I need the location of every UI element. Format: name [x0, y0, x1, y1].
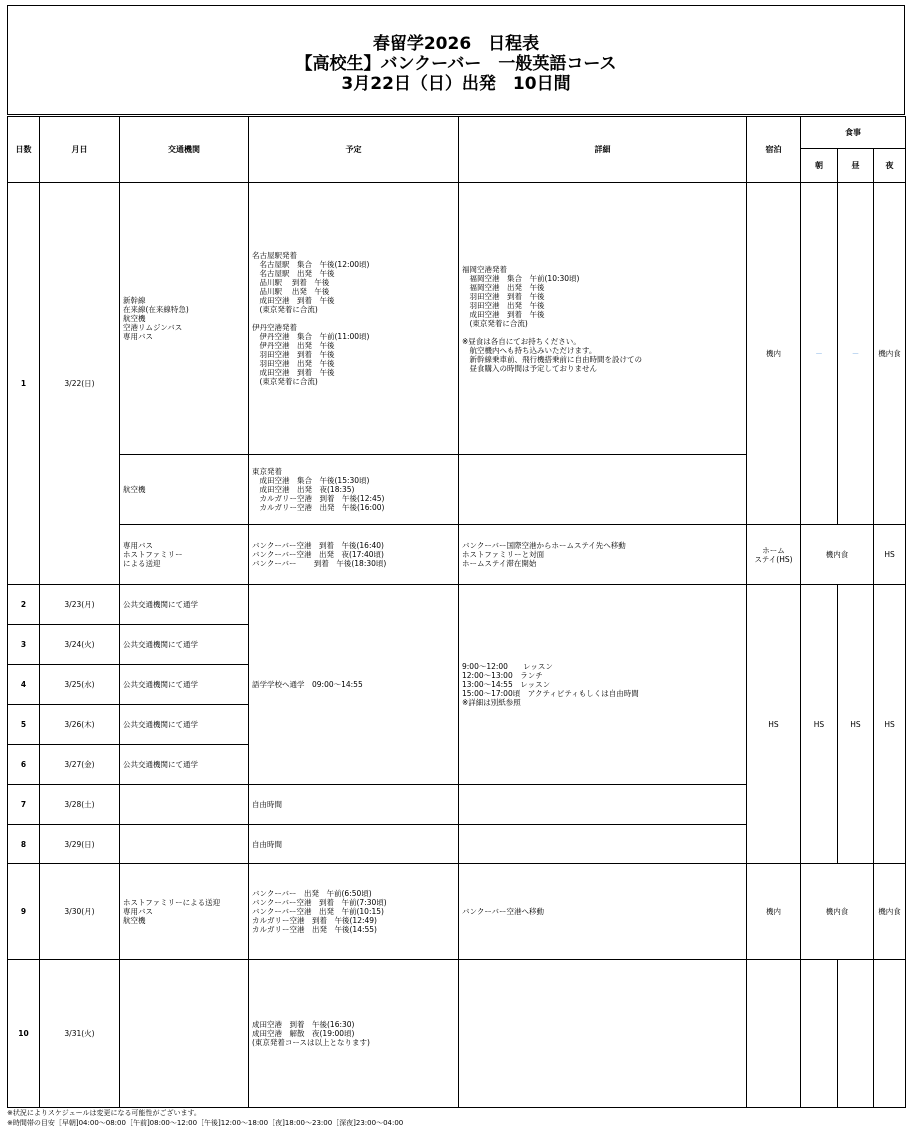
lunch-cell: HS	[838, 585, 874, 864]
details-cell	[459, 455, 747, 525]
transport-cell: 専用バス ホストファミリー による送迎	[120, 525, 249, 585]
transport-cell: 公共交通機関にて通学	[120, 625, 249, 665]
meal-cell: 機内食	[801, 525, 874, 585]
transport-cell	[120, 825, 249, 864]
transport-cell: 新幹線 在来線(在来線特急) 航空機 空港リムジンバス 専用バス	[120, 183, 249, 455]
date-cell: 3/30(月)	[40, 864, 120, 960]
departure-title: 3月22日（日）出発 10日間	[341, 74, 571, 94]
dinner-cell: 機内食	[874, 183, 906, 525]
table-row	[8, 525, 906, 585]
date-cell: 3/26(木)	[40, 705, 120, 745]
breakfast-cell	[801, 960, 838, 1108]
lodging-cell: HS	[747, 585, 801, 864]
header-schedule: 予定	[249, 117, 459, 183]
details-cell: 福岡空港発着 福岡空港 集合 午前(10:30頃) 福岡空港 出発 午後 羽田空港 到着 午後 羽田空港 出発 午後 成田空港 到着 午後 (東京発着に合流) ※昼食は各自にてお持ちください。 航空機内へも持ち込みいただけます。 新幹線乗車前、飛行機搭乗前に自由時間を設けての 昼食購入の時間は予定しておりません	[459, 183, 747, 455]
schedule-cell: バンクーバー空港 到着 午後(16:40) バンクーバー空港 出発 夜(17:40頃) バンクーバー 到着 午後(18:30頃)	[249, 525, 459, 585]
date-cell: 3/23(月)	[40, 585, 120, 625]
transport-cell: 航空機	[120, 455, 249, 525]
day-number: 1	[8, 183, 40, 585]
breakfast-cell: －	[801, 183, 838, 525]
transport-cell: 公共交通機関にて通学	[120, 705, 249, 745]
transport-cell	[120, 785, 249, 825]
transport-cell: 公共交通機関にて通学	[120, 665, 249, 705]
date-cell: 3/24(火)	[40, 625, 120, 665]
header-transport: 交通機関	[120, 117, 249, 183]
footnote-change: ※状況によりスケジュールは変更になる可能性がございます。	[7, 1109, 201, 1117]
date-cell: 3/29(日)	[40, 825, 120, 864]
day-number: 5	[8, 705, 40, 745]
schedule-cell: 自由時間	[249, 785, 459, 825]
day-number: 6	[8, 745, 40, 785]
day-number: 2	[8, 585, 40, 625]
header-meals: 食事	[801, 117, 906, 149]
details-cell: バンクーバー国際空港からホームステイ先へ移動 ホストファミリーと対面 ホームステイ滞在開始	[459, 525, 747, 585]
breakfast-cell: HS	[801, 585, 838, 864]
meal-cell: 機内食	[801, 864, 874, 960]
date-cell: 3/28(土)	[40, 785, 120, 825]
date-cell: 3/31(火)	[40, 960, 120, 1108]
schedule-table	[7, 116, 906, 1108]
transport-cell: ホストファミリーによる送迎 専用バス 航空機	[120, 864, 249, 960]
details-cell: バンクーバー空港へ移動	[459, 864, 747, 960]
table-row	[8, 960, 906, 1108]
dinner-cell: 機内食	[874, 864, 906, 960]
details-cell	[459, 825, 747, 864]
dinner-cell: HS	[874, 525, 906, 585]
schedule-cell: 成田空港 到着 午後(16:30) 成田空港 解散 夜(19:00頃) (東京発着コースは以上となります)	[249, 960, 459, 1108]
dinner-cell	[874, 960, 906, 1108]
date-cell: 3/22(日)	[40, 183, 120, 585]
header-lunch: 昼	[838, 149, 874, 183]
footnote-times: ※時間帯の目安［早朝]04:00～08:00［午前]08:00～12:00［午後]12:00～18:00［夜]18:00～23:00［深夜]23:00～04:00	[7, 1119, 404, 1127]
day-number: 3	[8, 625, 40, 665]
lodging-cell: 機内	[747, 864, 801, 960]
schedule-cell: 東京発着 成田空港 集合 午後(15:30頃) 成田空港 出発 夜(18:35) カルガリー空港 到着 午後(12:45) カルガリー空港 出発 午後(16:00)	[249, 455, 459, 525]
header-day: 日数	[8, 117, 40, 183]
day-number: 4	[8, 665, 40, 705]
table-row	[8, 183, 906, 455]
day-number: 9	[8, 864, 40, 960]
day-number: 10	[8, 960, 40, 1108]
lunch-cell	[838, 960, 874, 1108]
header-breakfast: 朝	[801, 149, 838, 183]
details-cell: 9:00～12:00 レッスン 12:00～13:00 ランチ 13:00～14:55 レッスン 15:00～17:00頃 アクティビティもしくは自由時間 ※詳細は別紙参照	[459, 585, 747, 785]
schedule-cell: バンクーバー 出発 午前(6:50頃) バンクーバー空港 到着 午前(7:30頃) バンクーバー空港 出発 午前(10:15) カルガリー空港 到着 午後(12:49) カルガリー空港 出発 午後(14:55)	[249, 864, 459, 960]
date-cell: 3/25(水)	[40, 665, 120, 705]
schedule-cell: 自由時間	[249, 825, 459, 864]
lunch-cell: －	[838, 183, 874, 525]
date-cell: 3/27(金)	[40, 745, 120, 785]
schedule-cell: 名古屋駅発着 名古屋駅 集合 午後(12:00頃) 名古屋駅 出発 午後 品川駅 到着 午後 品川駅 出発 午後 成田空港 到着 午後 (東京発着に合流) 伊丹空港発着 伊丹空港 集合 午前(11:00頃) 伊丹空港 出発 午後 羽田空港 到着 午後 羽田空港 出発 午後 成田空港 到着 午後 (東京発着に合流)	[249, 183, 459, 455]
header-details: 詳細	[459, 117, 747, 183]
details-cell	[459, 785, 747, 825]
lodging-cell: 機内	[747, 183, 801, 525]
details-cell	[459, 960, 747, 1108]
lodging-cell: ホーム ステイ(HS)	[747, 525, 801, 585]
header-lodging: 宿泊	[747, 117, 801, 183]
day-number: 7	[8, 785, 40, 825]
page-title: 春留学2026 日程表	[372, 34, 540, 54]
table-row	[8, 585, 906, 625]
dinner-cell: HS	[874, 585, 906, 864]
transport-cell: 公共交通機関にて通学	[120, 745, 249, 785]
header-dinner: 夜	[874, 149, 906, 183]
day-number: 8	[8, 825, 40, 864]
lodging-cell	[747, 960, 801, 1108]
transport-cell: 公共交通機関にて通学	[120, 585, 249, 625]
transport-cell	[120, 960, 249, 1108]
table-row	[8, 864, 906, 960]
title-box	[7, 5, 905, 115]
header-date: 月日	[40, 117, 120, 183]
course-title: 【高校生】バンクーバー 一般英語コース	[295, 54, 617, 74]
schedule-cell: 語学学校へ通学 09:00～14:55	[249, 585, 459, 785]
